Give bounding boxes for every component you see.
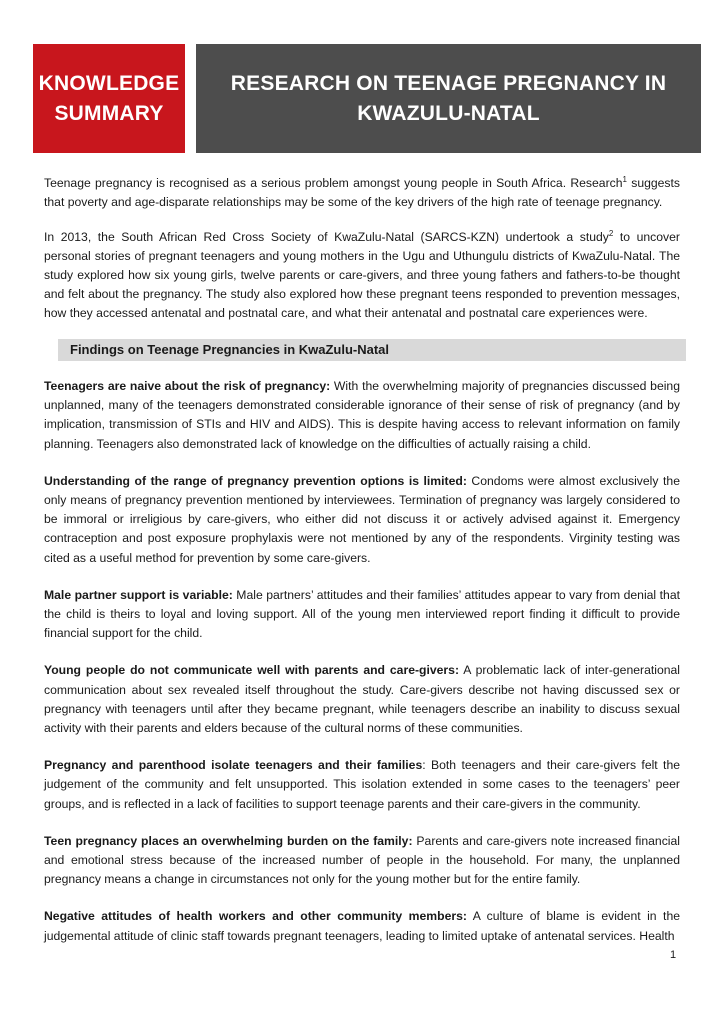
finding-heading: Teen pregnancy places an overwhelming burden on the family: [44,833,413,848]
title-line-2: KWAZULU-NATAL [357,101,540,125]
finding-heading: Young people do not communicate well with parents and care-givers: [44,663,459,678]
finding-heading: Male partner support is variable: [44,587,233,602]
finding-body: : Both teenagers and their care-givers felt the judgement of the community and felt unsupported. This isolation extended in some cases to the teenagers’ peer groups, and is reflected in a lack of facilities to support teenage parents and their care-givers in the community. [44,758,681,811]
finding-body: A problematic lack of inter-generational communication about sex revealed itself throughout the study. Care-givers describe not having discussed sex or pregnancy with teenagers until after they became pregnant, while teenagers describe an inability to discuss sexual activity with their parents and elders because of the cultural norms of these communities. [44,663,680,736]
finding-body: Condoms were almost exclusively the only means of pregnancy prevention mentioned by interviewees. Termination of pregnancy was largely considered to be immoral or irreligious by care-givers, who either did not discuss it or actively advised against it. Emergency contraception and post exposure prophylaxis were not mentioned by any of the respondents. Virginity testing was cited as a useful method for prevention by some care-givers. [44,473,680,565]
document-title [196,44,701,153]
intro-p2-text: In 2013, the South African Red Cross Society of KwaZulu-Natal (SARCS-KZN) undertook a study [44,230,609,244]
header-banner [33,44,701,153]
finding-heading: Negative attitudes of health workers and other community members: [44,909,467,924]
finding-paragraph [44,472,680,568]
intro-paragraph-2 [44,228,680,323]
section-heading: Findings on Teenage Pregnancies in KwaZulu-Natal [58,339,686,361]
finding-paragraph [44,832,680,890]
badge-line-2: SUMMARY [54,101,164,125]
document-body [44,174,680,964]
finding-paragraph [44,907,680,945]
finding-paragraph [44,756,680,814]
footnote-ref-2: 2 [608,228,614,238]
finding-body: Parents and care-givers note increased financial and emotional stress because of the increased number of people in the household. For many, the unplanned pregnancy means a change in circumstances not only for the young mother but for the entire family. [44,833,680,887]
finding-heading: Understanding of the range of pregnancy prevention options is limited: [44,473,467,488]
intro-p2-rest: to uncover personal stories of pregnant teenagers and young mothers in the Ugu and Uthungulu districts of KwaZulu-Natal. The study explored how six young girls, twelve parents or care-givers, and three young fathers and fathers-to-be thought and felt about the pregnancy. The study also explored how these pregnant teens responded to prevention messages, how they accessed antenatal and postnatal care, and what their antenatal and postnatal care experiences were. [44,230,680,320]
title-line-1: RESEARCH ON TEENAGE PREGNANCY IN [230,71,667,95]
footnote-ref-1: 1 [622,174,627,184]
finding-paragraph [44,661,680,738]
intro-p1-rest: suggests that poverty and age-disparate relationships may be some of the key drivers of the high rate of teenage pregnancy. [44,176,681,209]
finding-paragraph [44,377,680,454]
finding-heading: Pregnancy and parenthood isolate teenagers and their families [44,758,423,773]
finding-paragraph [44,586,680,644]
finding-body: With the overwhelming majority of pregnancies discussed being unplanned, many of the teenagers demonstrated considerable ignorance of their sense of risk of pregnancy (and by implication, transmission of STIs and HIV and AIDS). This is despite having access to relevant information on family planning. Teenagers also demonstrated lack of knowledge on the difficulties of actually raising a child. [44,379,680,451]
finding-heading: Teenagers are naive about the risk of pregnancy: [44,379,331,393]
knowledge-summary-badge [33,44,185,153]
badge-line-1: KNOWLEDGE [38,71,180,95]
intro-paragraph-1 [44,174,680,212]
page-number: 1 [670,949,677,961]
finding-body: Male partners’ attitudes and their families’ attitudes appear to vary from denial that the child is theirs to loyal and loving support. All of the young men interviewed report finding it difficult to provide financial support for the child. [44,587,680,641]
intro-p1-text: Teenage pregnancy is recognised as a serious problem amongst young people in South Africa. Research [44,176,623,190]
finding-body: A culture of blame is evident in the judgemental attitude of clinic staff towards pregnant teenagers, leading to limited uptake of antenatal services. Health [44,909,680,943]
